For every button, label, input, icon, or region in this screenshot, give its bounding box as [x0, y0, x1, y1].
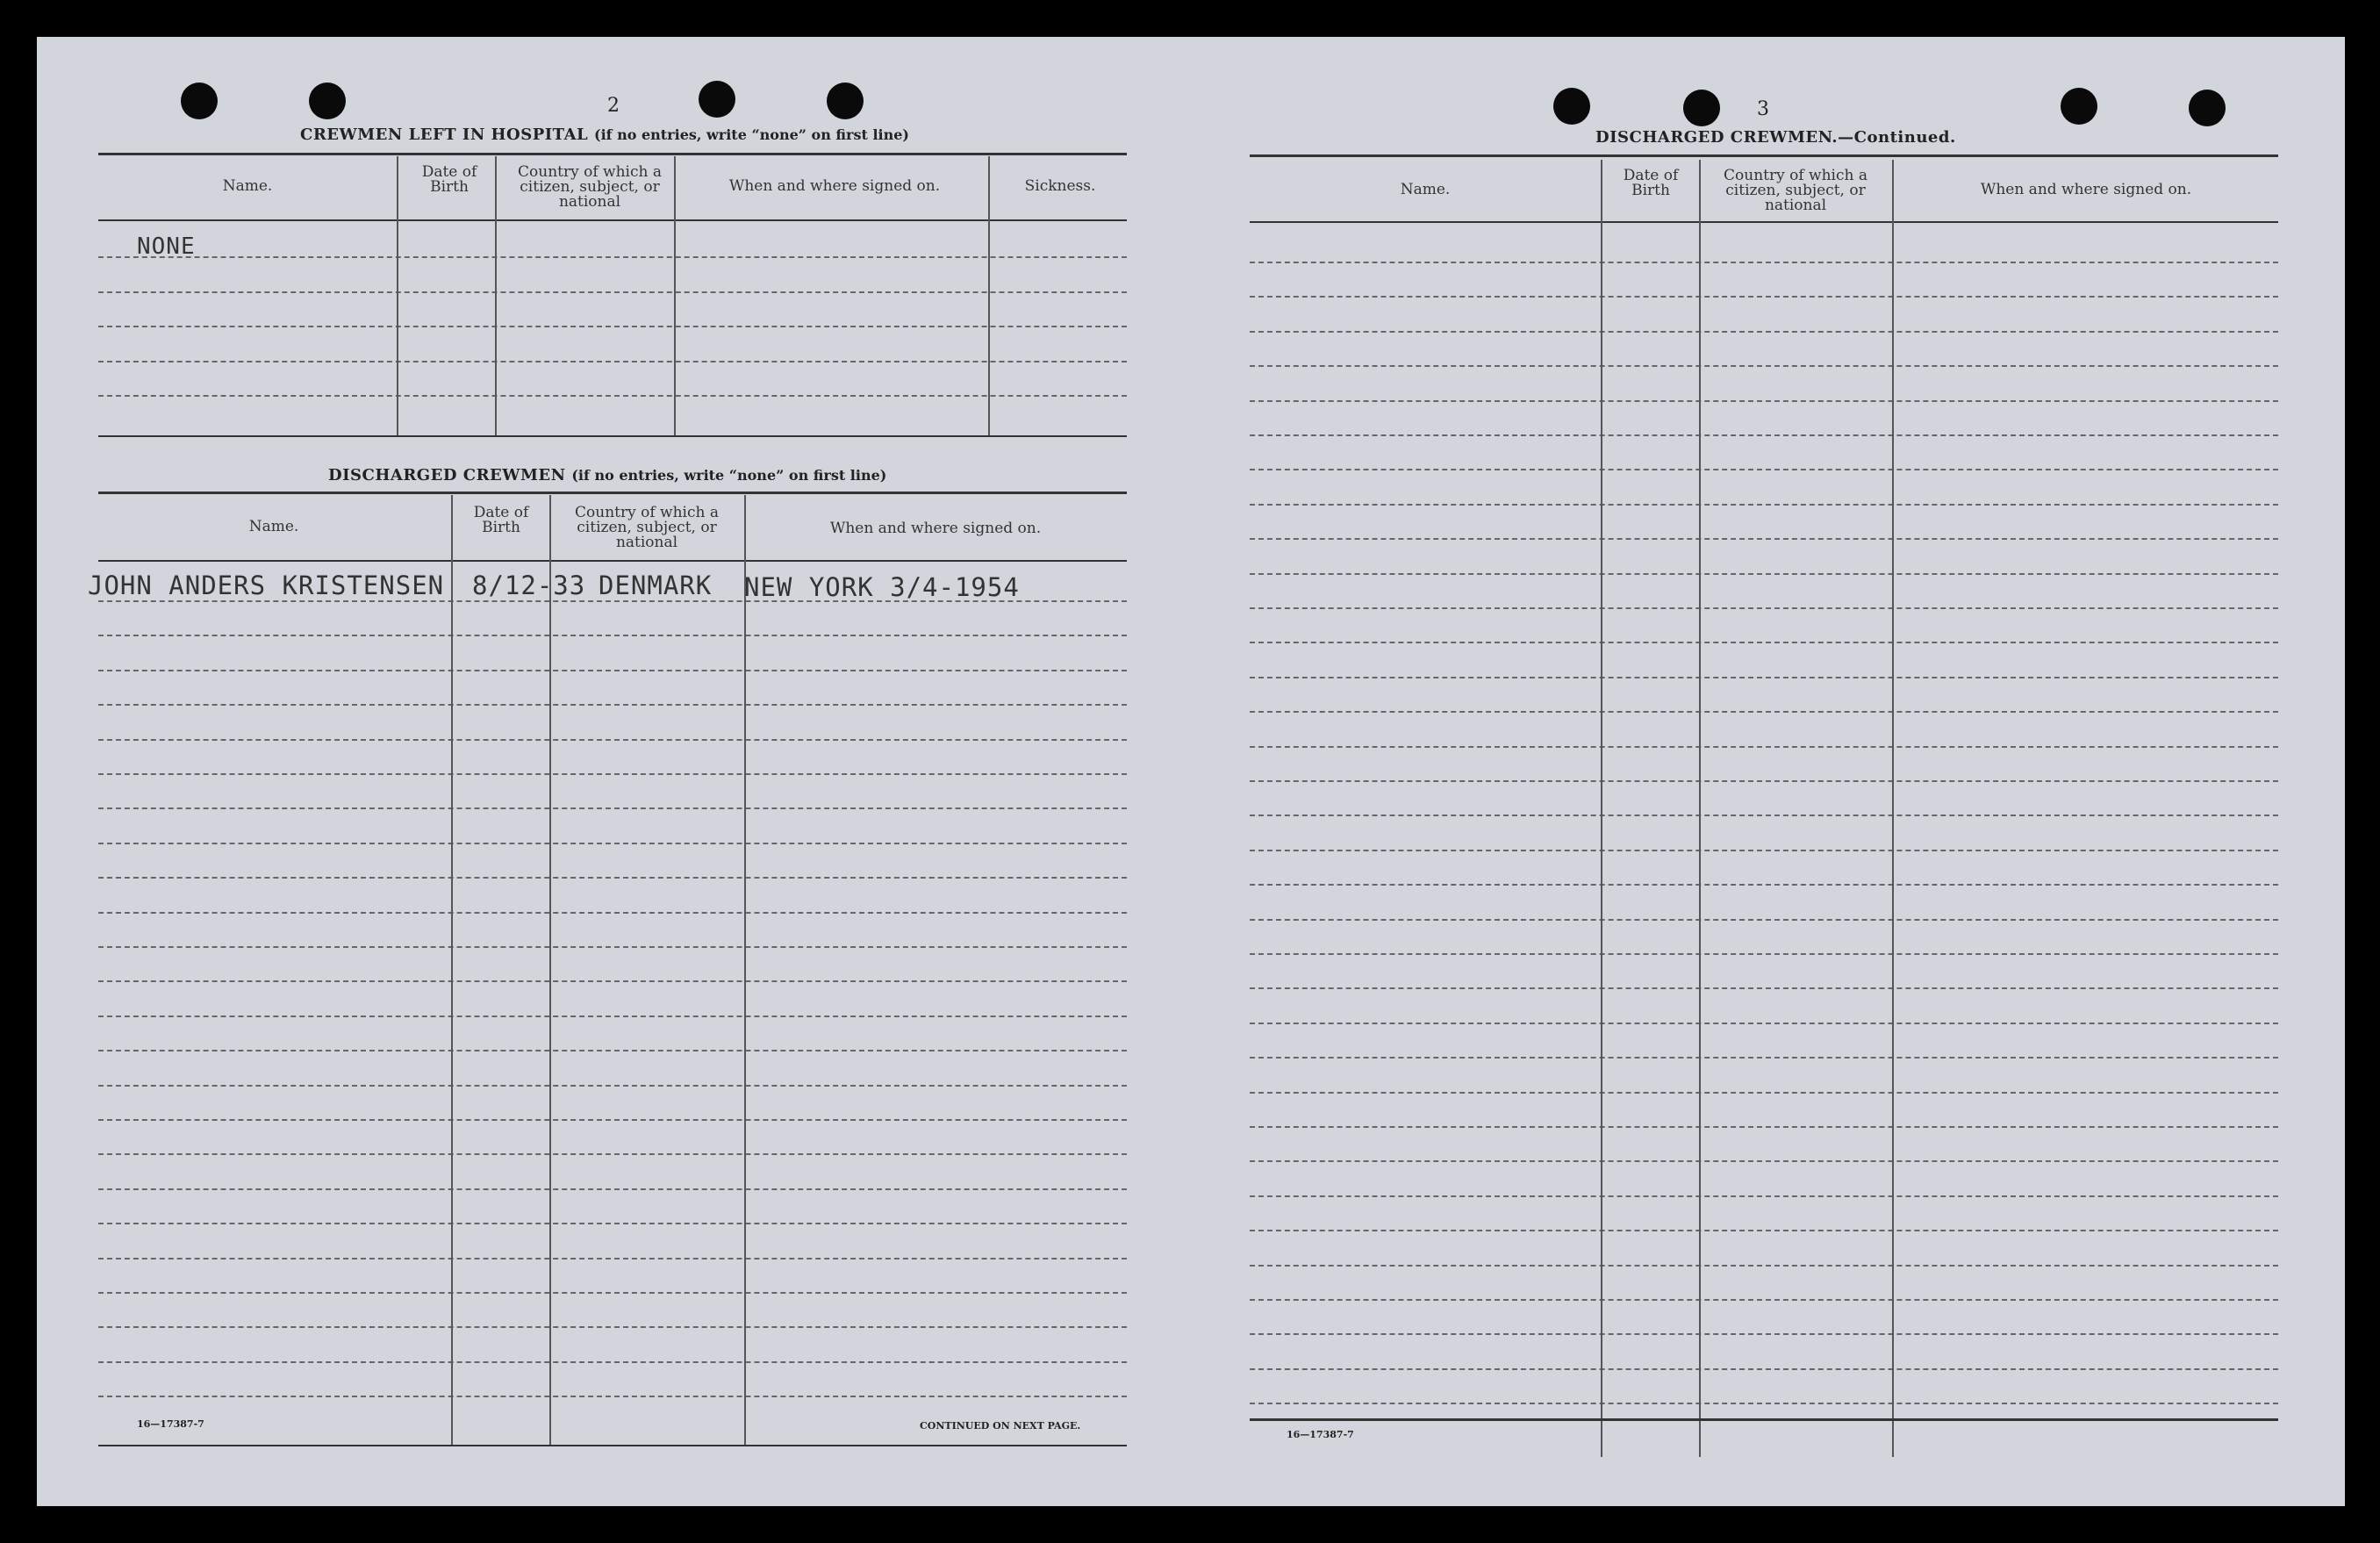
hospital-col-birth: Date of Birth — [421, 163, 477, 196]
discharged-header-rule — [98, 560, 1127, 562]
hospital-entry-line — [98, 395, 1127, 397]
discharged-col-country: Country of which a citizen, subject, or national — [575, 504, 719, 551]
right-entry-line — [1250, 746, 2278, 748]
right-entry-line — [1250, 1195, 2278, 1197]
hospital-entry-name: NONE — [137, 233, 196, 260]
discharged-bottom-rule — [98, 1445, 1127, 1446]
discharged-entry-line — [98, 635, 1127, 636]
discharged-col-divider — [744, 495, 746, 1445]
right-entry-line — [1250, 1333, 2278, 1335]
right-entry-line — [1250, 400, 2278, 402]
right-entry-line — [1250, 850, 2278, 851]
hospital-entry-line — [98, 361, 1127, 362]
discharged-entry-line — [98, 980, 1127, 982]
continued-note: CONTINUED ON NEXT PAGE. — [920, 1420, 1081, 1432]
discharged-title-text: DISCHARGED CREWMEN — [328, 466, 566, 484]
right-entry-line — [1250, 1160, 2278, 1162]
punch-hole — [181, 83, 218, 119]
discharged-section-title — [328, 466, 886, 484]
discharged-entry-line — [98, 704, 1127, 706]
discharged-entry-signed: NEW YORK 3/4-1954 — [744, 572, 1020, 602]
punch-hole — [2061, 88, 2097, 125]
hospital-col-name: Name. — [222, 177, 273, 195]
hospital-bottom-rule — [98, 435, 1127, 437]
hospital-col-country: Country of which a citizen, subject, or national — [518, 163, 662, 211]
page-number-right: 3 — [1757, 98, 1769, 120]
right-entry-line — [1250, 1299, 2278, 1301]
punch-hole — [827, 83, 864, 119]
hospital-title-text: CREWMEN LEFT IN HOSPITAL — [300, 126, 589, 144]
right-entry-line — [1250, 1368, 2278, 1370]
right-col-country: Country of which a citizen, subject, or national — [1724, 167, 1867, 214]
right-col-divider — [1892, 160, 1894, 1457]
right-entry-line — [1250, 642, 2278, 643]
discharged-entry-line — [98, 946, 1127, 948]
right-entry-line — [1250, 1126, 2278, 1128]
right-top-rule — [1250, 154, 2278, 157]
discharged-entry-line — [98, 1396, 1127, 1397]
right-entry-line — [1250, 469, 2278, 470]
discharged-col-name: Name. — [248, 518, 299, 535]
right-entry-line — [1250, 953, 2278, 955]
discharged-entry-line — [98, 1153, 1127, 1155]
discharged-entry-country: DENMARK — [599, 571, 713, 600]
right-entry-line — [1250, 504, 2278, 506]
hospital-instruction: (if no entries, write “none” on first line) — [594, 126, 909, 143]
right-entry-line — [1250, 987, 2278, 989]
hospital-col-sickness: Sickness. — [1024, 177, 1096, 195]
discharged-entry-line — [98, 739, 1127, 741]
right-entry-line — [1250, 1023, 2278, 1024]
right-col-signed: When and where signed on. — [1980, 181, 2192, 198]
hospital-col-divider — [397, 156, 398, 435]
discharged-col-divider — [549, 495, 551, 1445]
right-entry-line — [1250, 815, 2278, 816]
discharged-col-birth: Date of Birth — [473, 504, 529, 536]
hospital-col-divider — [988, 156, 990, 435]
right-entry-line — [1250, 1230, 2278, 1231]
discharged-entry-line — [98, 773, 1127, 775]
right-entry-line — [1250, 538, 2278, 540]
punch-hole — [1553, 88, 1590, 125]
discharged-top-rule — [98, 492, 1127, 494]
right-entry-line — [1250, 1403, 2278, 1404]
discharged-entry-line — [98, 1292, 1127, 1294]
discharged-entry-line — [98, 1050, 1127, 1051]
hospital-col-signed: When and where signed on. — [728, 177, 941, 195]
discharged-entry-line — [98, 843, 1127, 844]
right-entry-line — [1250, 884, 2278, 886]
right-entry-line — [1250, 1057, 2278, 1059]
right-entry-line — [1250, 573, 2278, 575]
right-header-rule — [1250, 221, 2278, 223]
punch-hole — [1683, 90, 1720, 126]
hospital-col-divider — [495, 156, 497, 435]
right-entry-line — [1250, 780, 2278, 782]
discharged-entry-line — [98, 1361, 1127, 1363]
right-entry-line — [1250, 711, 2278, 713]
discharged-entry-line — [98, 1119, 1127, 1121]
right-entry-line — [1250, 1265, 2278, 1267]
discharged-entry-line — [98, 1085, 1127, 1087]
discharged-col-divider — [451, 495, 453, 1445]
right-bottom-rule — [1250, 1418, 2278, 1421]
discharged-entry-line — [98, 877, 1127, 879]
discharged-entry-line — [98, 807, 1127, 809]
right-entry-line — [1250, 1092, 2278, 1094]
hospital-col-divider — [674, 156, 676, 435]
right-entry-line — [1250, 262, 2278, 263]
right-entry-line — [1250, 919, 2278, 921]
discharged-entry-line — [98, 1223, 1127, 1224]
hospital-entry-line — [98, 256, 1127, 258]
right-entry-line — [1250, 365, 2278, 367]
right-entry-line — [1250, 434, 2278, 436]
discharged-instruction: (if no entries, write “none” on first line) — [571, 467, 887, 484]
hospital-entry-line — [98, 326, 1127, 327]
right-entry-line — [1250, 296, 2278, 298]
right-col-name: Name. — [1400, 181, 1451, 198]
punch-hole — [699, 81, 735, 118]
discharged-entry-line — [98, 1016, 1127, 1017]
document-sheet — [37, 37, 2345, 1506]
form-number-right: 16—17387-7 — [1287, 1429, 1354, 1440]
right-col-divider — [1699, 160, 1701, 1457]
punch-hole — [2189, 90, 2226, 126]
discharged-entry-line — [98, 1258, 1127, 1260]
discharged-entry-name: JOHN ANDERS KRISTENSEN — [88, 571, 445, 600]
right-section-title: DISCHARGED CREWMEN.—Continued. — [1595, 128, 1956, 147]
right-col-divider — [1601, 160, 1602, 1457]
form-number-left: 16—17387-7 — [137, 1418, 204, 1430]
discharged-entry-birth: 8/12-33 — [472, 571, 586, 600]
hospital-top-rule — [98, 153, 1127, 155]
hospital-entry-line — [98, 291, 1127, 293]
right-col-birth: Date of Birth — [1623, 167, 1679, 199]
right-entry-line — [1250, 331, 2278, 333]
right-entry-line — [1250, 677, 2278, 678]
discharged-col-signed: When and where signed on. — [829, 520, 1042, 537]
hospital-section-title — [300, 126, 909, 144]
discharged-entry-line — [98, 670, 1127, 671]
hospital-header-rule — [98, 219, 1127, 221]
page-number-left: 2 — [607, 95, 620, 117]
discharged-entry-line — [98, 1326, 1127, 1328]
punch-hole — [309, 83, 346, 119]
discharged-entry-line — [98, 912, 1127, 914]
right-entry-line — [1250, 607, 2278, 609]
discharged-entry-line — [98, 1188, 1127, 1190]
